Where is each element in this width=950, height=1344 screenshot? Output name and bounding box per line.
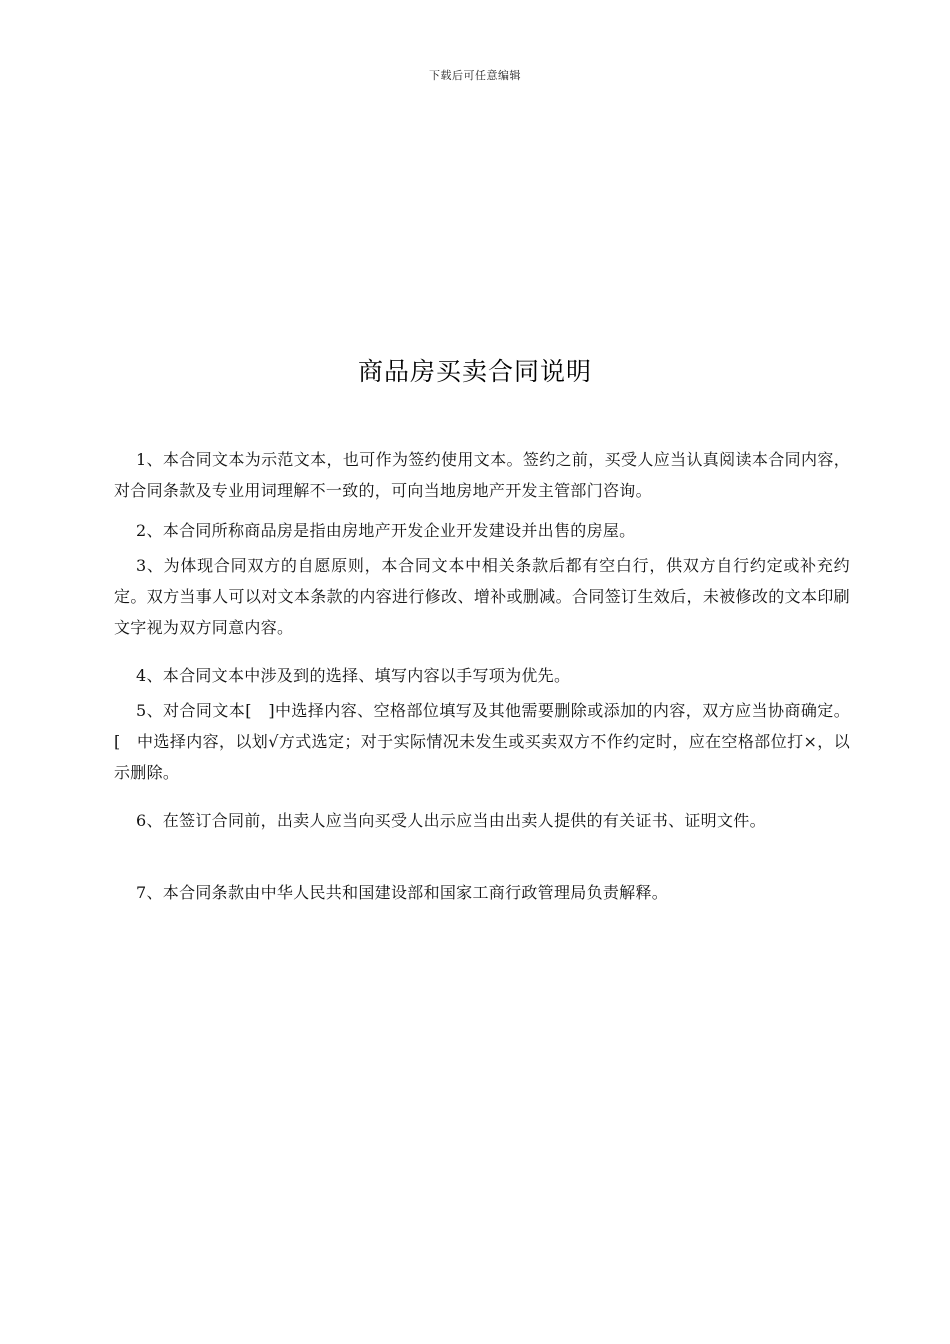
clause-1: 1、本合同文本为示范文本，也可作为签约使用文本。签约之前，买受人应当认真阅读本合同内容，对合同条款及专业用词理解不一致的，可向当地房地产开发主管部门咨询。	[114, 450, 850, 500]
clause-7: 7、本合同条款由中华人民共和国建设部和国家工商行政管理局负责解释。	[136, 883, 669, 902]
clause-5: 5、对合同文本[ ]中选择内容、空格部位填写及其他需要删除或添加的内容，双方应当协商确定。[ 中选择内容，以划√方式选定；对于实际情况未发生或买卖双方不作约定时，应在空格部位打×，以示删除。	[114, 701, 850, 782]
clause-2: 2、本合同所称商品房是指由房地产开发企业开发建设并出售的房屋。	[136, 521, 636, 540]
clause-4: 4、本合同文本中涉及到的选择、填写内容以手写项为优先。	[136, 666, 571, 685]
clause-3: 3、为体现合同双方的自愿原则，本合同文本中相关条款后都有空白行，供双方自行约定或补充约定。双方当事人可以对文本条款的内容进行修改、增补或删减。合同签订生效后，未被修改的文本印刷文字视为双方同意内容。	[114, 556, 850, 637]
document-title: 商品房买卖合同说明	[357, 357, 592, 386]
header-note: 下载后可任意编辑	[429, 69, 521, 82]
clause-6: 6、在签订合同前，出卖人应当向买受人出示应当由出卖人提供的有关证书、证明文件。	[136, 811, 766, 830]
